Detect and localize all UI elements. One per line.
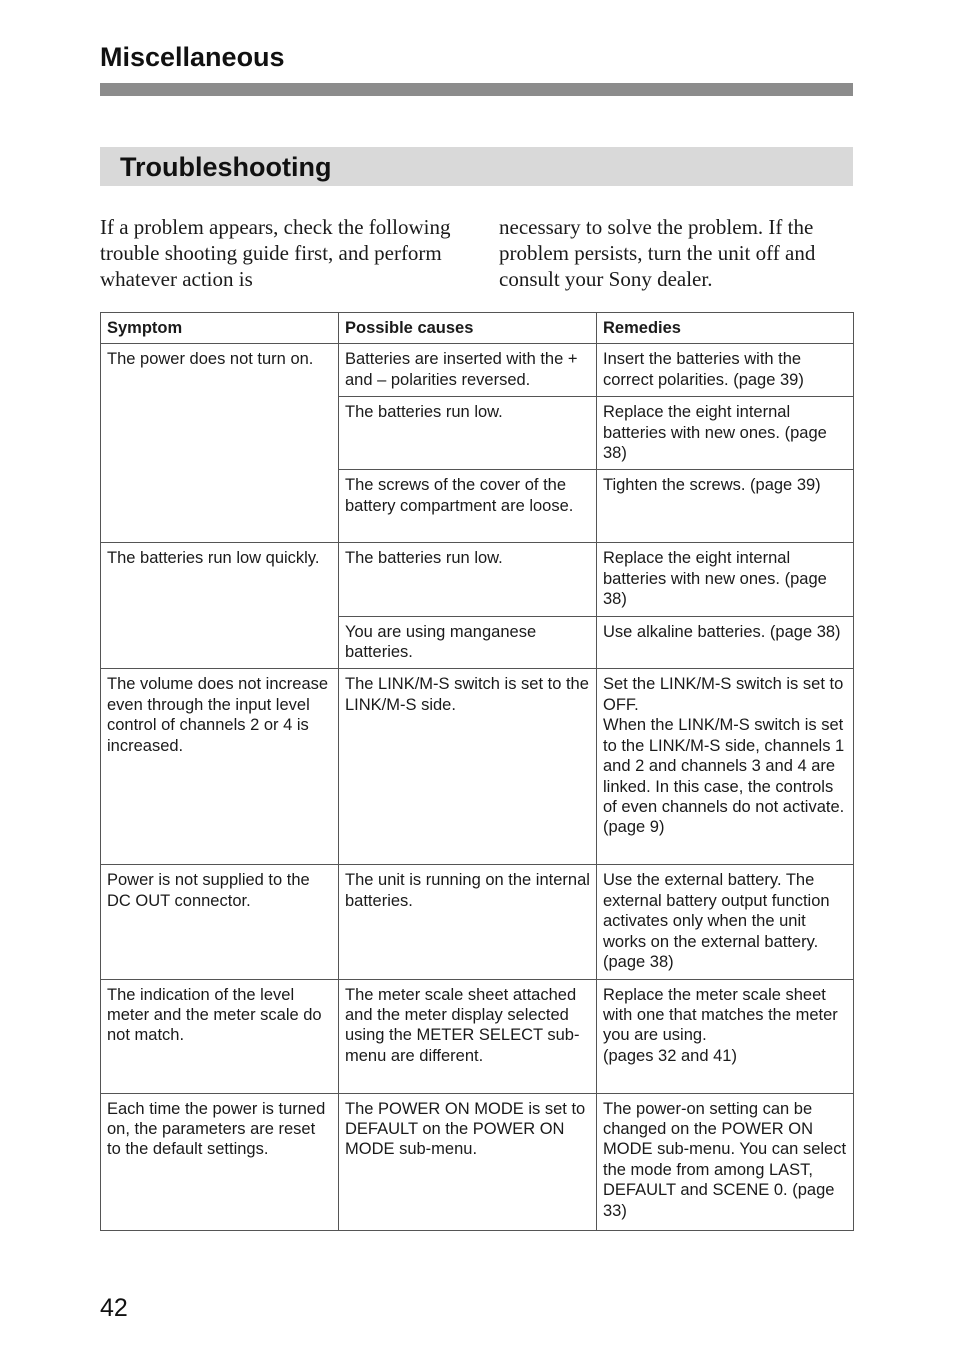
cause-cell: You are using manganese batteries. [339, 616, 597, 669]
table-header-row [101, 313, 854, 344]
remedy-cell: The power-on setting can be changed on the POWER ON MODE sub-menu. You can select the mode from among LAST, DEFAULT and SCENE 0. (page 33) [597, 1093, 854, 1230]
table-row [101, 865, 854, 979]
header-possible-causes: Possible causes [339, 313, 597, 344]
troubleshooting-table [100, 312, 854, 1231]
cause-cell: The meter scale sheet attached and the meter display selected using the METER SELECT sub-menu are different. [339, 979, 597, 1093]
remedy-cell: Use the external battery. The external battery output function activates only when the unit works on the external battery. (page 38) [597, 865, 854, 979]
table-row [101, 543, 854, 616]
symptom-cell: The batteries run low quickly. [101, 543, 339, 669]
intro-text-left: If a problem appears, check the following trouble shooting guide first, and perform whatever action is [100, 215, 451, 291]
section-title: Miscellaneous [100, 42, 285, 72]
section-rule [100, 83, 853, 96]
page-number: 42 [100, 1294, 128, 1322]
remedy-cell: Insert the batteries with the correct polarities. (page 39) [597, 344, 854, 397]
header-remedies: Remedies [597, 313, 854, 344]
table-row [101, 979, 854, 1093]
remedy-cell: Tighten the screws. (page 39) [597, 470, 854, 543]
symptom-cell: Each time the power is turned on, the parameters are reset to the default settings. [101, 1093, 339, 1230]
symptom-cell: The indication of the level meter and the meter scale do not match. [101, 979, 339, 1093]
topic-title: Troubleshooting [120, 152, 332, 182]
table-row [101, 1093, 854, 1230]
cause-cell: The POWER ON MODE is set to DEFAULT on the POWER ON MODE sub-menu. [339, 1093, 597, 1230]
header-symptom: Symptom [101, 313, 339, 344]
cause-cell: The LINK/M-S switch is set to the LINK/M-S side. [339, 669, 597, 865]
cause-cell: The unit is running on the internal batteries. [339, 865, 597, 979]
symptom-cell: The power does not turn on. [101, 344, 339, 543]
intro-text-right: necessary to solve the problem. If the problem persists, turn the unit off and consult your Sony dealer. [499, 215, 816, 291]
remedy-cell: Set the LINK/M-S switch is set to OFF. When the LINK/M-S switch is set to the LINK/M-S side, channels 1 and 2 and channels 3 and 4 are linked. In this case, the controls of even channels do not activate. (page 9) [597, 669, 854, 865]
remedy-cell: Replace the eight internal batteries with new ones. (page 38) [597, 397, 854, 470]
table-row [101, 669, 854, 865]
cause-cell: The screws of the cover of the battery compartment are loose. [339, 470, 597, 543]
table-row [101, 344, 854, 397]
symptom-cell: Power is not supplied to the DC OUT connector. [101, 865, 339, 979]
remedy-cell: Use alkaline batteries. (page 38) [597, 616, 854, 669]
symptom-cell: The volume does not increase even through the input level control of channels 2 or 4 is increased. [101, 669, 339, 865]
remedy-cell: Replace the meter scale sheet with one that matches the meter you are using. (pages 32 and 41) [597, 979, 854, 1093]
remedy-cell: Replace the eight internal batteries with new ones. (page 38) [597, 543, 854, 616]
cause-cell: Batteries are inserted with the + and – polarities reversed. [339, 344, 597, 397]
topic-band [100, 147, 853, 186]
cause-cell: The batteries run low. [339, 397, 597, 470]
cause-cell: The batteries run low. [339, 543, 597, 616]
